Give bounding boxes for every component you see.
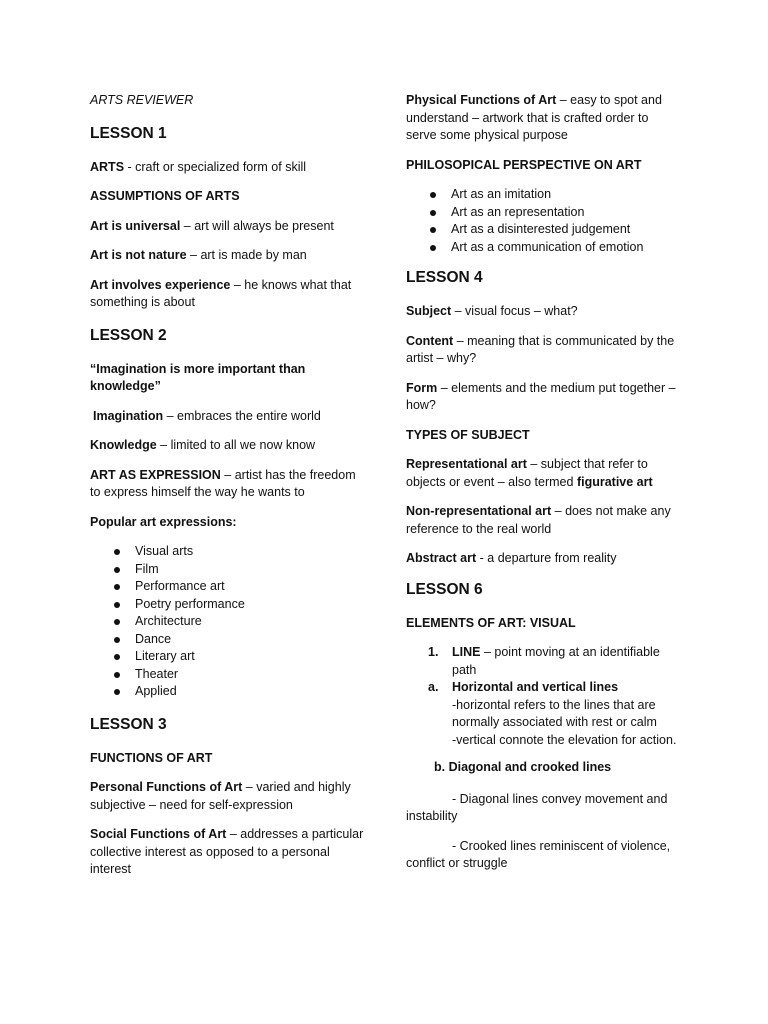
abstract-term: Abstract art [406,551,477,565]
physical-term: Physical Functions of Art [406,93,557,107]
expression-def: – artist has the freedom to express himself the way he wants to [90,467,356,499]
figurative-art-term: figurative art [576,474,653,489]
elements-heading: ELEMENTS OF ART: VISUAL [406,615,576,630]
abstract-def: - a departure from reality [476,551,617,565]
crooked-lines-note: - Crooked lines reminiscent of violence, conflict or struggle [406,838,671,870]
popular-expressions-list [90,543,368,701]
non-representational-term: Non-representational art [406,504,552,518]
knowledge-term: Knowledge [90,438,157,452]
assumption-term: Art is universal [90,218,181,233]
horizontal-vertical-item [406,679,682,697]
form-definition [406,380,682,415]
subject-term: Subject [406,304,452,318]
lesson-2-heading: LESSON 2 [90,326,167,344]
arts-term: ARTS [90,159,125,174]
assumption-item [90,277,368,312]
philosophical-heading: PHILOSOPICAL PERSPECTIVE ON ART [406,157,642,172]
expression-definition [90,467,368,502]
line-item [406,644,682,679]
lesson-3-heading: LESSON 3 [90,715,167,733]
line-term: LINE [452,645,481,659]
lesson-4-heading: LESSON 4 [406,269,483,286]
right-column [406,92,682,885]
list-item: Theater [90,666,368,684]
list-item: Performance art [90,578,368,596]
social-term: Social Functions of Art [90,827,227,841]
content-definition [406,333,682,368]
diagonal-crooked-heading: b. Diagonal and crooked lines [434,760,612,774]
content-def: – meaning that is communicated by the artist – why? [406,333,675,365]
assumption-def: – art is made by man [186,248,307,262]
assumption-item [90,218,368,236]
list-item: Applied [90,683,368,701]
form-def: – elements and the medium put together – how? [406,380,676,412]
assumption-term: Art involves experience [90,277,231,292]
imagination-def: – embraces the entire world [163,408,321,423]
diagonal-lines-note: - Diagonal lines convey movement and instability [406,791,668,823]
vertical-lines-note: -vertical connote the elevation for action. [452,732,677,747]
non-representational-definition [406,503,682,538]
non-representational-def: – does not make any reference to the real world [406,504,671,536]
lesson-1-heading: LESSON 1 [90,124,167,142]
arts-def: - craft or specialized form of skill [124,159,307,174]
assumption-item [90,247,368,265]
arts-definition [90,159,368,177]
personal-def: – varied and highly subjective – need for self-expression [90,780,351,812]
knowledge-def: – limited to all we now know [156,438,316,452]
list-item: Film [90,561,368,579]
types-of-subject-heading: TYPES OF SUBJECT [406,427,530,442]
assumption-def: – he knows what that something is about [90,277,352,309]
content-term: Content [406,333,454,348]
subject-def: – visual focus – what? [451,304,578,318]
physical-functions [406,92,682,145]
lesson-6-heading: LESSON 6 [406,580,483,598]
philosophical-list [406,186,682,256]
assumption-term: Art is not nature [90,248,187,262]
imagination-definition [90,408,368,426]
representational-def: – subject that refer to objects or event – also termed [406,457,648,489]
knowledge-definition [90,437,368,455]
assumptions-heading: ASSUMPTIONS OF ARTS [90,189,240,203]
social-def: – addresses a particular collective interest as opposed to a personal interest [90,827,364,876]
list-item: Poetry performance [90,596,368,614]
imagination-quote: “Imagination is more important than knowledge” [90,361,306,393]
horizontal-vertical-heading: Horizontal and vertical lines [452,680,619,694]
list-item: Art as a disinterested judgement [406,221,682,239]
social-functions [90,826,368,879]
list-item: Visual arts [90,543,368,561]
list-item: Art as a communication of emotion [406,239,682,257]
left-column [90,92,368,891]
representational-term: Representational art [406,457,527,471]
line-marker: 1. [428,645,439,659]
form-term: Form [406,380,438,395]
list-item: Architecture [90,613,368,631]
expression-term: ART AS EXPRESSION [90,467,221,482]
document-title: ARTS REVIEWER [90,93,194,107]
assumption-def: – art will always be present [180,218,334,233]
list-item: Literary art [90,648,368,666]
horizontal-lines-note: -horizontal refers to the lines that are normally associated with rest or calm [452,697,657,729]
representational-definition [406,456,682,491]
abstract-definition [406,550,682,568]
a-marker: a. [428,680,439,694]
personal-functions [90,779,368,814]
physical-def: – easy to spot and understand – artwork that is crafted order to serve some physical purpose [406,93,662,142]
list-item: Art as an representation [406,204,682,222]
imagination-term: Imagination [93,408,164,423]
personal-term: Personal Functions of Art [90,780,243,794]
list-item: Dance [90,631,368,649]
popular-expressions-heading: Popular art expressions: [90,514,237,529]
line-def: – point moving at an identifiable path [452,645,660,677]
list-item: Art as an imitation [406,186,682,204]
subject-definition [406,303,682,321]
functions-heading: FUNCTIONS OF ART [90,750,213,765]
